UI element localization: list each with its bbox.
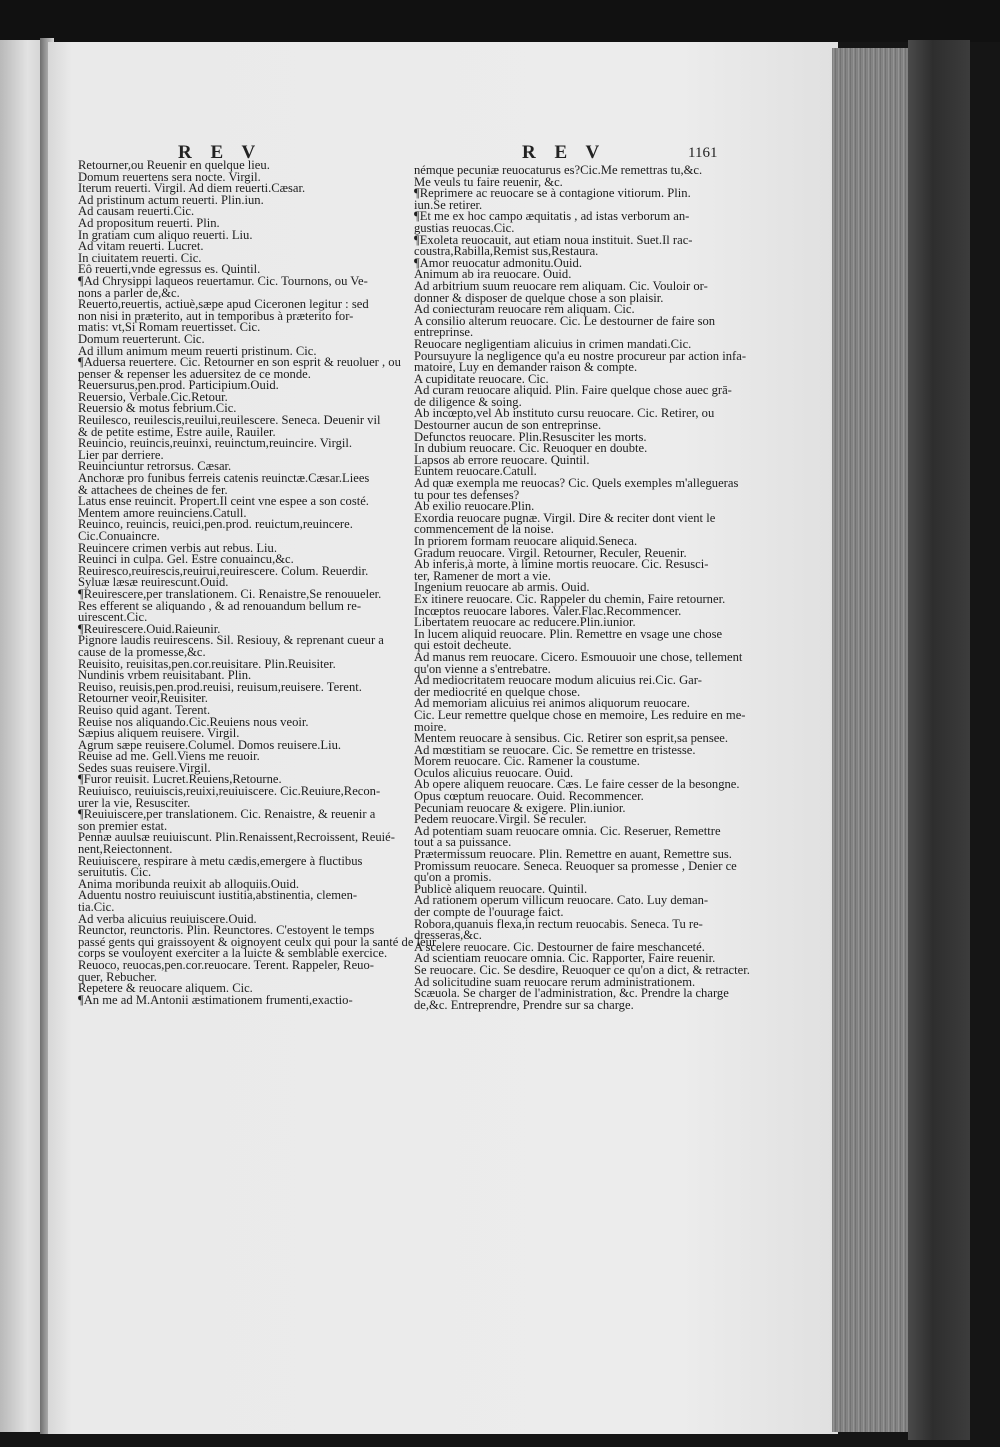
entry-line: Defunctos reuocare. Plin.Resusciter les morts. <box>414 429 647 444</box>
entry-line: Reuoco, reuocas,pen.cor.reuocare. Terent. Rappeler, Reuo- <box>78 957 374 972</box>
entry-line: Retourner,ou Reuenir en quelque lieu. <box>78 158 270 172</box>
entry-line: Reuerto,reuertis, actiuè,sæpe apud Ciceronen legitur : sed <box>78 297 369 312</box>
entry-line: Domum reuertens sera nocte. Virgil. <box>78 169 261 184</box>
entry-line: donner & disposer de quelque chose a son plaisir. <box>414 290 664 305</box>
entry-line: Ad mediocritatem reuocare modum alicuius rei.Cic. Gar- <box>414 673 702 688</box>
entry-line: Scæuola. Se charger de l'administration, &c. Prendre la charge <box>414 986 729 1001</box>
entry-line: seruitutis. Cic. <box>78 865 152 880</box>
entry-line: In gratiam cum aliquo reuerti. Liu. <box>78 227 253 242</box>
folio-number: 1161 <box>688 145 718 161</box>
entry-line: Reuinciuntur retrorsus. Cæsar. <box>78 459 232 474</box>
entry-line: Reuiso, reuisis,pen.prod.reuisi, reuisum,reuisere. Terent. <box>78 679 362 694</box>
entry-line: urer la vie, Resusciter. <box>78 795 191 810</box>
entry-line: némque pecuniæ reuocaturus es?Cic.Me remettras tu,&c. <box>414 163 703 177</box>
right-text-column <box>414 163 750 1012</box>
scan-background <box>0 0 1000 42</box>
entry-line: Ad quæ exempla me reuocas? Cic. Quels exemples m'allegueras <box>414 476 739 491</box>
entry-line: Mentem reuocare à sensibus. Cic. Retirer son esprit,sa pensee. <box>414 731 729 746</box>
entry-line: Nundinis vrbem reuisitabant. Plin. <box>78 668 252 683</box>
entry-line: quer, Rebucher. <box>78 969 157 984</box>
entry-line: entreprinse. <box>414 325 474 340</box>
entry-line: matis: vt,Si Romam reuertisset. Cic. <box>78 320 261 335</box>
entry-line: Repetere & reuocare aliquem. Cic. <box>78 981 253 996</box>
entry-line: Morem reuocare. Cic. Ramener la coustume. <box>414 754 640 769</box>
entry-line: non nisi in præterito, aut in temporibus à præterito for- <box>78 308 354 323</box>
entry-line: ter, Ramener de mort a vie. <box>414 568 551 583</box>
entry-line: tout a sa puissance. <box>414 835 512 850</box>
entry-line: Euntem reuocare.Catull. <box>414 464 537 479</box>
entry-line: Exordia reuocare pugnæ. Virgil. Dire & reciter dont vient le <box>414 510 716 525</box>
entry-line: ¶Aduersa reuertere. Cic. Retourner en son esprit & reuoluer , ou <box>78 355 401 370</box>
entry-line: Publicè aliquem reuocare. Quintil. <box>414 881 588 896</box>
book-cover <box>908 40 970 1440</box>
entry-line: Lier par derriere. <box>78 447 164 462</box>
entry-line: Robora,quanuis flexa,in rectum reuocabis. Seneca. Tu re- <box>414 916 703 931</box>
entry-line: Destourner aucun de son entreprinse. <box>414 418 602 433</box>
entry-line: Promissum reuocare. Seneca. Reuoquer sa promesse , Denier ce <box>414 858 737 873</box>
entry-line: Pedem reuocare.Virgil. Se reculer. <box>414 812 587 827</box>
entry-line: ¶Furor reuisit. Lucret.Reuiens,Retourne. <box>78 772 282 787</box>
entry-line: Ad pristinum actum reuerti. Plin.iun. <box>78 192 264 207</box>
entry-line: Aduentu nostro reuiuiscunt iustitia,abstinentia, clemen- <box>78 888 358 903</box>
entry-line: Reuincio, reuincis,reuinxi, reuinctum,reuincire. Virgil. <box>78 436 353 451</box>
entry-line: Reuiso quid agant. Terent. <box>78 702 211 717</box>
entry-line: Ad propositum reuerti. Plin. <box>78 215 220 230</box>
entry-line: coustra,Rabilla,Remist sus,Restaura. <box>414 244 599 259</box>
entry-line: Ex itinere reuocare. Cic. Rappeler du chemin, Faire retourner. <box>414 591 726 606</box>
entry-line: ¶Reuiuiscere,per translationem. Cic. Renaistre, & reuenir a <box>78 807 376 822</box>
entry-line: Reuisito, reuisitas,pen.cor.reuisitare. Plin.Reuisiter. <box>78 656 336 671</box>
entry-line: Ad potentiam suam reuocare omnia. Cic. Reseruer, Remettre <box>414 823 721 838</box>
entry-line: Iterum reuerti. Virgil. Ad diem reuerti.Cæsar. <box>78 181 306 196</box>
entry-line: A cupiditate reuocare. Cic. <box>414 371 549 386</box>
entry-line: tu pour tes defenses? <box>414 487 520 502</box>
entry-line: ¶Amor reuocatur admonitu.Ouid. <box>414 255 582 270</box>
entry-line: nons a parler de,&c. <box>78 285 180 300</box>
entry-line: ¶Et me ex hoc campo æquitatis , ad istas verborum an- <box>414 209 690 224</box>
entry-line: Ad curam reuocare aliquid. Plin. Faire quelque chose auec grā- <box>414 383 732 398</box>
entry-line: Syluæ læsæ reuirescunt.Ouid. <box>78 575 229 590</box>
entry-line: Ad manus rem reuocare. Cicero. Esmouuoir une chose, tellement <box>414 649 743 664</box>
entry-line: de diligence & soing. <box>414 394 522 409</box>
entry-line: Cic. Leur remettre quelque chose en memoire, Les reduire en me- <box>414 707 746 722</box>
entry-line: Cic.Conuaincre. <box>78 529 160 543</box>
entry-line: Reuise nos aliquando.Cic.Reuiens nous veoir. <box>78 714 309 729</box>
entry-line: Lapsos ab errore reuocare. Quintil. <box>414 452 590 467</box>
entry-line: In dubium reuocare. Cic. Reuoquer en doubte. <box>414 441 648 456</box>
entry-line: & de petite estime, Estre auile, Rauiler. <box>78 424 276 439</box>
entry-line: Reuersio & motus febrium.Cic. <box>78 401 237 416</box>
entry-line: ¶Exoleta reuocauit, aut etiam noua instituit. Suet.Il rac- <box>414 232 693 247</box>
entry-line: Libertatem reuocare ac reducere.Plin.iunior. <box>414 615 636 630</box>
entry-line: Res efferent se aliquando , & ad renouandum bellum re- <box>78 598 362 613</box>
entry-line: Ad rationem operum villicum reuocare. Cato. Luy deman- <box>414 893 709 908</box>
entry-line: Ab incœpto,vel Ab instituto cursu reuocare. Cic. Retirer, ou <box>414 406 715 421</box>
entry-line: der mediocrité en quelque chose. <box>414 684 581 699</box>
entry-line: commencement de la noise. <box>414 522 554 537</box>
entry-line: gustias reuocas.Cic. <box>414 220 515 235</box>
entry-line: A consilio alterum reuocare. Cic. Le destourner de faire son <box>414 313 716 328</box>
entry-line: Reuincere crimen verbis aut rebus. Liu. <box>78 540 277 555</box>
entry-line: Reuinci in culpa. Gel. Estre conuaincu,&c. <box>78 552 294 567</box>
entry-line: Eô reuerti,vnde egressus es. Quintil. <box>78 262 261 277</box>
entry-line: ¶Reprimere ac reuocare se à contagione vitiorum. Plin. <box>414 186 691 201</box>
entry-line: Pecuniam reuocare & exigere. Plin.iunior. <box>414 800 626 815</box>
entry-line: tia.Cic. <box>78 900 115 914</box>
right-running-head: R E V <box>522 142 607 163</box>
entry-line: Ab exilio reuocare.Plin. <box>414 499 535 514</box>
entry-line: In lucem aliquid reuocare. Plin. Remettre en vsage une chose <box>414 626 723 641</box>
entry-line: Ingenium reuocare ab armis. Ouid. <box>414 580 590 595</box>
entry-line: ¶Ad Chrysippi laqueos reuertamur. Cic. Tournons, ou Ve- <box>78 273 368 288</box>
entry-line: Reuersurus,pen.prod. Participium.Ouid. <box>78 378 279 393</box>
entry-line: Ad scientiam reuocare omnia. Cic. Rapporter, Faire reuenir. <box>414 951 716 966</box>
entry-line: Ad solicitudine suam reuocare rerum administrationem. <box>414 974 696 989</box>
entry-line: Sæpius aliquem reuisere. Virgil. <box>78 726 240 741</box>
entry-line: der compte de l'ouurage faict. <box>414 905 564 919</box>
entry-line: Ab inferis,à morte, à limine mortis reuocare. Cic. Resusci- <box>414 557 709 572</box>
entry-line: Prætermissum reuocare. Plin. Remettre en auant, Remettre sus. <box>414 847 732 862</box>
entry-line: Reuiuiscere, respirare à metu cædis,emergere à fluctibus <box>78 853 363 868</box>
entry-line: nent,Reiectonnent. <box>78 842 173 857</box>
entry-line: Ad arbitrium suum reuocare rem aliquam. Cic. Vouloir or- <box>414 278 708 293</box>
entry-line: A scelere reuocare. Cic. Destourner de faire meschanceté. <box>414 939 705 954</box>
entry-line: Domum reuerterunt. Cic. <box>78 331 205 346</box>
entry-line: Pennæ auulsæ reuiuiscunt. Plin.Renaissent,Recroissent, Reuié- <box>78 830 395 845</box>
entry-line: ¶Reuirescere,per translationem. Ci. Renaistre,Se renouueler. <box>78 586 382 601</box>
entry-line: & attachees de cheines de fer. <box>78 482 228 497</box>
entry-line: Reunctor, reunctoris. Plin. Reunctores. C'estoyent le temps <box>78 923 375 938</box>
entry-line: son premier estat. <box>78 818 168 833</box>
entry-line: penser & repenser les aduersitez de ce monde. <box>78 366 311 381</box>
entry-line: Reuise ad me. Gell.Viens me reuoir. <box>78 749 260 764</box>
entry-line: Poursuyure la negligence qu'a eu nostre procureur par action infa- <box>414 348 747 363</box>
entry-line: matoire, Luy en demander raison & compte. <box>414 360 638 375</box>
entry-line: Animum ab ira reuocare. Ouid. <box>414 267 572 282</box>
entry-line: Reuiresco,reuirescis,reuirui,reuirescere. Colum. Reuerdir. <box>78 563 369 578</box>
entry-line: qu'on vienne a s'entrebatre. <box>414 661 551 676</box>
entry-line: Anchoræ pro funibus ferreis catenis reuinctæ.Cæsar.Liees <box>78 471 370 486</box>
entry-line: Reuersio, Verbale.Cic.Retour. <box>78 389 228 404</box>
entry-line: Opus cœptum reuocare. Ouid. Recommencer. <box>414 789 644 804</box>
entry-line: moire. <box>414 719 447 734</box>
entry-line: Ad mœstitiam se reuocare. Cic. Se remettre en tristesse. <box>414 742 696 757</box>
entry-line: ¶Reuirescere.Ouid.Raieunir. <box>78 621 221 636</box>
entry-line: In ciuitatem reuerti. Cic. <box>78 250 202 265</box>
entry-line: qui estoit decheute. <box>414 638 512 653</box>
entry-line: ¶An me ad M.Antonii æstimationem frumenti,exactio- <box>78 992 353 1007</box>
entry-line: Ad illum animum meum reuerti pristinum. Cic. <box>78 343 317 358</box>
entry-line: iun.Se retirer. <box>414 197 483 212</box>
entry-line: Sedes suas reuisere.Virgil. <box>78 760 211 775</box>
entry-line: passé gents qui graissoyent & oignoyent ceulx qui pour la santé de leur <box>78 934 437 949</box>
entry-line: Ad vitam reuerti. Lucret. <box>78 239 204 254</box>
entry-line: Ad coniecturam reuocare rem aliquam. Cic. <box>414 302 635 317</box>
entry-line: Reuilesco, reuilescis,reuilui,reuilescere. Seneca. Deuenir vil <box>78 413 381 428</box>
entry-line: corps se vouloyent exerciter a la luicte & semblable exercice. <box>78 946 388 961</box>
entry-line: Reuiuisco, reuiuiscis,reuixi,reuiuiscere. Cic.Reuiure,Recon- <box>78 784 381 799</box>
entry-line: Latus ense reuincit. Propert.Il ceint vne espee a son costé. <box>78 494 369 509</box>
entry-line: Oculos alicuius reuocare. Ouid. <box>414 765 574 780</box>
entry-line: qu'on a promis. <box>414 870 492 885</box>
entry-line: Ab opere aliquem reuocare. Cæs. Le faire cesser de la besongne. <box>414 777 740 792</box>
entry-line: Reuinco, reuincis, reuici,pen.prod. reuictum,reuincere. <box>78 517 353 532</box>
entry-line: Se reuocare. Cic. Se desdire, Reuoquer ce qu'on a dict, & retracter. <box>414 962 750 977</box>
entry-line: Pignore laudis reuirescens. Sil. Resiouy, & reprenant cueur a <box>78 633 384 648</box>
entry-line: dresseras,&c. <box>414 928 482 943</box>
entry-line: uirescent.Cic. <box>78 610 148 625</box>
left-running-head: R E V <box>178 142 263 163</box>
entry-line: Reuocare negligentiam alicuius in crimen mandati.Cic. <box>414 336 692 351</box>
entry-line: cause de la promesse,&c. <box>78 644 206 659</box>
entry-line: Mentem amore reuinciens.Catull. <box>78 505 247 520</box>
entry-line: Retourner veoir,Reuisiter. <box>78 691 208 706</box>
entry-line: Anima moribunda reuixit ab alloquiis.Ouid. <box>78 876 300 891</box>
entry-line: Ad memoriam alicuius rei animos aliquorum reuocare. <box>414 696 690 711</box>
entry-line: Incœptos reuocare labores. Valer.Flac.Recommencer. <box>414 603 682 618</box>
entry-line: de,&c. Entreprendre, Prendre sur sa charge. <box>414 997 634 1012</box>
entry-line: Gradum reuocare. Virgil. Retourner, Reculer, Reuenir. <box>414 545 687 560</box>
entry-line: Ad verba alicuius reuiuiscere.Ouid. <box>78 911 257 926</box>
entry-line: In priorem formam reuocare aliquid.Seneca. <box>414 534 638 548</box>
entry-line: Me veuls tu faire reuenir, &c. <box>414 174 563 189</box>
entry-line: Ad causam reuerti.Cic. <box>78 204 195 219</box>
entry-line: Agrum sæpe reuisere.Columel. Domos reuisere.Liu. <box>78 737 342 752</box>
